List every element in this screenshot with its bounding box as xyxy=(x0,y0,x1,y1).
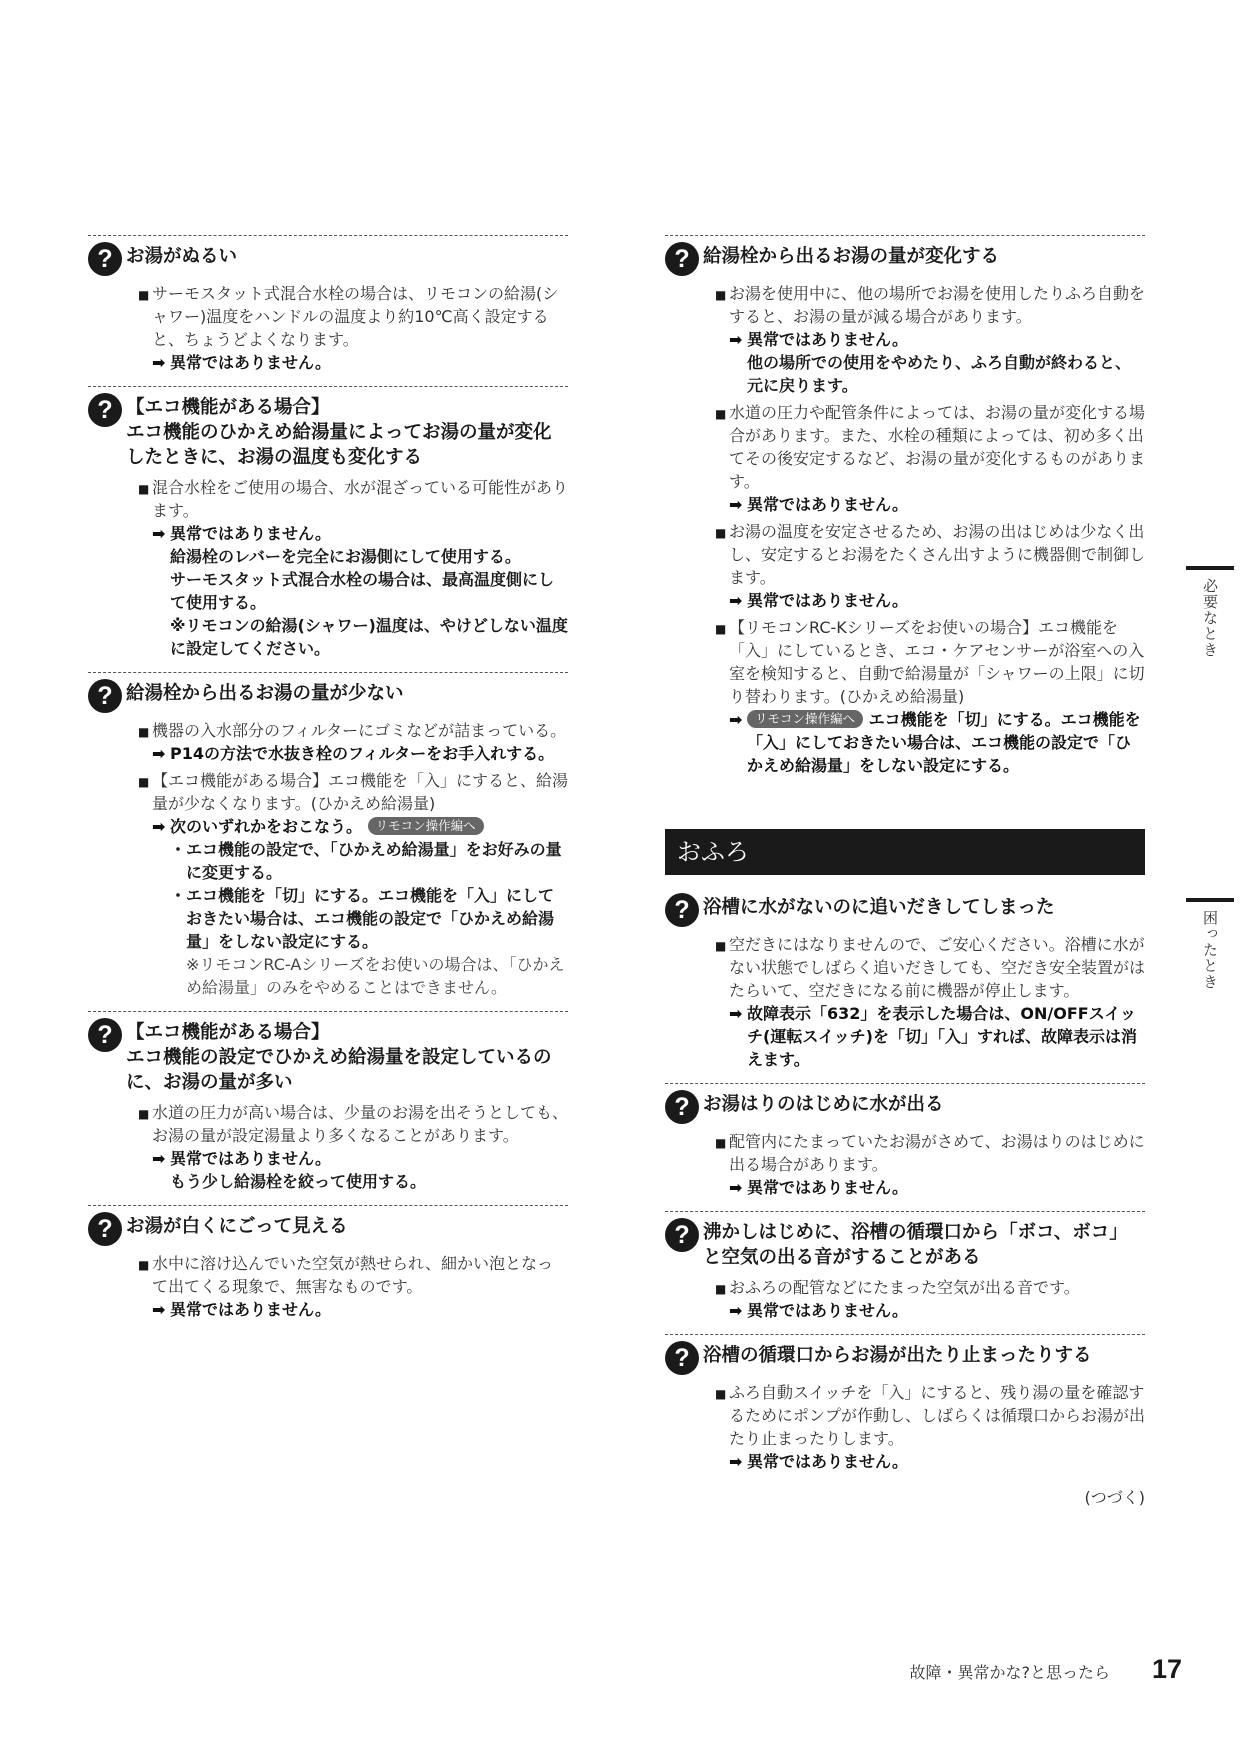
question-mark-icon: ? xyxy=(88,1018,122,1052)
remedy-line xyxy=(729,1176,1145,1199)
arrow-icon: ➡ xyxy=(152,353,166,372)
answer-item xyxy=(138,1101,568,1193)
arrow-icon: ➡ xyxy=(729,591,743,610)
answer-item xyxy=(715,520,1145,612)
bullet-icon: ■ xyxy=(715,288,727,302)
question-title-line: エコ機能のひかえめ給湯量によってお湯の量が変化したときに、お湯の温度も変化する xyxy=(126,422,552,468)
answer-item xyxy=(138,769,568,999)
question-title xyxy=(703,1220,1145,1270)
question-title-line: 沸かしはじめに、浴槽の循環口から「ボコ、ボコ」と空気の出る音がすることがある xyxy=(703,1222,1128,1268)
remedy-text: 異常ではありません。 xyxy=(747,330,908,349)
question-title-line: エコ機能の設定でひかえめ給湯量を設定しているのに、お湯の量が多い xyxy=(126,1047,552,1093)
question-mark-icon: ? xyxy=(665,1090,699,1124)
remedy-line xyxy=(729,589,1145,612)
question-header xyxy=(665,1220,1145,1270)
question-title xyxy=(126,244,237,269)
cause-text: 水中に溶け込んでいた空気が熱せられ、細かい泡となって出てくる現象で、無害なものです。 xyxy=(152,1254,553,1296)
side-tab-trouble[interactable] xyxy=(1178,898,1240,990)
faq-entry xyxy=(88,672,568,999)
arrow-icon: ➡ xyxy=(729,1178,743,1197)
answer-list xyxy=(138,476,568,660)
section-heading-ofuro: おふろ xyxy=(665,829,1145,875)
faq-entry xyxy=(88,386,568,660)
remedy-line xyxy=(152,1147,568,1170)
remedy-text: 異常ではありません。 xyxy=(170,524,331,543)
page-number: 17 xyxy=(1151,1654,1182,1684)
remedy-line xyxy=(152,351,568,374)
question-title-line: 【エコ機能がある場合】 xyxy=(126,397,330,418)
cause-text: 【エコ機能がある場合】エコ機能を「入」にすると、給湯量が少なくなります。(ひかえめ給湯量) xyxy=(152,771,569,813)
arrow-icon: ➡ xyxy=(729,1452,743,1471)
remedy-detail: 他の場所での使用をやめたり、ふろ自動が終わると、元に戻ります。 xyxy=(747,353,1132,395)
answer-list xyxy=(138,282,568,374)
answer-item xyxy=(715,1130,1145,1199)
remedy-text: 異常ではありません。 xyxy=(170,353,331,372)
question-mark-icon: ? xyxy=(665,893,699,927)
bullet-icon: ■ xyxy=(715,622,727,636)
question-title-line: 浴槽に水がないのに追いだきしてしまった xyxy=(703,897,1055,918)
remedy-text: 次のいずれかをおこなう。 xyxy=(170,817,363,836)
remedy-line xyxy=(729,708,1145,777)
remote-manual-link[interactable]: リモコン操作編へ xyxy=(368,817,484,835)
answer-list xyxy=(715,282,1145,777)
remedy-note: ※リモコンRC-Aシリーズをお使いの場合は、「ひかえめ給湯量」のみをやめることはできません。 xyxy=(186,955,565,997)
arrow-icon: ➡ xyxy=(729,710,743,729)
side-tab-label: 必要なとき xyxy=(1201,578,1219,658)
answer-item xyxy=(138,282,568,374)
answer-item xyxy=(715,933,1145,1071)
faq-entry xyxy=(88,1011,568,1193)
side-tab-label: 困ったとき xyxy=(1201,910,1219,990)
arrow-icon: ➡ xyxy=(152,524,166,543)
arrow-icon: ➡ xyxy=(152,817,166,836)
question-title xyxy=(703,1343,1092,1368)
answer-item xyxy=(138,1252,568,1321)
remote-manual-link[interactable]: リモコン操作編へ xyxy=(747,710,863,728)
bullet-icon: ■ xyxy=(138,1107,150,1121)
footer-title: 故障・異常かな?と思ったら xyxy=(909,1663,1110,1682)
right-column xyxy=(665,235,1145,1508)
question-title-line: 給湯栓から出るお湯の量が変化する xyxy=(703,246,1000,267)
left-column xyxy=(88,235,568,1333)
question-title xyxy=(703,1092,944,1117)
question-mark-icon: ? xyxy=(88,393,122,427)
faq-entry xyxy=(88,235,568,374)
question-mark-icon: ? xyxy=(88,679,122,713)
question-header xyxy=(88,1214,568,1246)
bullet-icon: ■ xyxy=(138,288,150,302)
remedy-line xyxy=(729,1002,1145,1071)
remedy-text: P14の方法で水抜き栓のフィルターをお手入れする。 xyxy=(170,744,555,763)
side-tab-necessary[interactable] xyxy=(1178,566,1240,658)
cause-text: 機器の入水部分のフィルターにゴミなどが詰まっている。 xyxy=(152,721,567,740)
cause-text: 空だきにはなりませんので、ご安心ください。浴槽に水がない状態でしばらく追いだきしても、空だき安全装置がはたらいて、空だきになる前に機器が停止します。 xyxy=(729,935,1146,1000)
question-title xyxy=(126,1214,348,1239)
answer-item xyxy=(715,1276,1145,1322)
arrow-icon: ➡ xyxy=(729,1004,743,1023)
answer-list xyxy=(138,719,568,999)
arrow-icon: ➡ xyxy=(152,1300,166,1319)
side-tab-bar xyxy=(1186,898,1234,902)
cause-text: 水道の圧力や配管条件によっては、お湯の量が変化する場合があります。また、水栓の種類によっては、初め多く出てその後安定するなど、お湯の量が変化するものがあります。 xyxy=(729,403,1146,491)
cause-text: 配管内にたまっていたお湯がさめて、お湯はりのはじめに出る場合があります。 xyxy=(729,1132,1145,1174)
arrow-icon: ➡ xyxy=(729,495,743,514)
remedy-line xyxy=(729,1299,1145,1322)
remedy-line xyxy=(152,1298,568,1321)
question-mark-icon: ? xyxy=(665,1341,699,1375)
question-header xyxy=(665,1343,1145,1375)
answer-list xyxy=(715,1381,1145,1473)
question-title xyxy=(703,895,1055,920)
question-title-line: お湯が白くにごって見える xyxy=(126,1216,348,1237)
question-title-line: 【エコ機能がある場合】 xyxy=(126,1022,330,1043)
side-tab-bar xyxy=(1186,566,1234,570)
cause-text: 混合水栓をご使用の場合、水が混ざっている可能性があります。 xyxy=(152,478,569,520)
bullet-icon: ■ xyxy=(715,1387,727,1401)
cause-text: 【リモコンRC-Kシリーズをお使いの場合】エコ機能を「入」にしているとき、エコ・ケアセンサーが浴室への入室を検知すると、自動で給湯量が「シャワーの上限」に切り替わります。(ひかえめ給湯量) xyxy=(729,618,1145,706)
arrow-icon: ➡ xyxy=(152,744,166,763)
bullet-icon: ■ xyxy=(138,725,150,739)
bullet-icon: ■ xyxy=(138,775,150,789)
question-mark-icon: ? xyxy=(88,1212,122,1246)
question-header xyxy=(665,244,1145,276)
remedy-line xyxy=(729,1450,1145,1473)
remedy-detail: サーモスタット式混合水栓の場合は、最高温度側にして使用する。 xyxy=(170,570,555,612)
cause-text: お湯を使用中に、他の場所でお湯を使用したりふろ自動をすると、お湯の量が減る場合があります。 xyxy=(729,284,1146,326)
answer-item xyxy=(715,401,1145,516)
answer-item xyxy=(138,476,568,660)
answer-item xyxy=(715,282,1145,397)
remedy-text: 異常ではありません。 xyxy=(747,1301,908,1320)
cause-text: 水道の圧力が高い場合は、少量のお湯を出そうとしても、お湯の量が設定湯量より多くなることがあります。 xyxy=(152,1103,569,1145)
remedy-line xyxy=(729,328,1145,351)
question-mark-icon: ? xyxy=(665,1218,699,1252)
continued-note: (つづく) xyxy=(1084,1488,1145,1507)
question-mark-icon: ? xyxy=(88,242,122,276)
remedy-detail: もう少し給湯栓を絞って使用する。 xyxy=(170,1172,427,1191)
remedy-text: 異常ではありません。 xyxy=(747,495,908,514)
bullet-icon: ■ xyxy=(715,1282,727,1296)
remedy-line xyxy=(729,493,1145,516)
question-header xyxy=(88,1020,568,1095)
faq-entry xyxy=(665,235,1145,777)
remedy-option: ・エコ機能の設定で、「ひかえめ給湯量」をお好みの量に変更する。 xyxy=(170,840,562,882)
cause-text: お湯の温度を安定させるため、お湯の出はじめは少なく出し、安定するとお湯をたくさん出すように機器側で制御します。 xyxy=(729,522,1146,587)
question-title-line: お湯はりのはじめに水が出る xyxy=(703,1094,944,1115)
remedy-text: 故障表示「632」を表示した場合は、ON/OFFスイッチ(運転スイッチ)を「切」「入」すれば、故障表示は消えます。 xyxy=(747,1004,1137,1069)
answer-list xyxy=(138,1101,568,1193)
question-mark-icon: ? xyxy=(665,242,699,276)
bullet-icon: ■ xyxy=(715,526,727,540)
faq-entry xyxy=(665,1083,1145,1199)
question-title xyxy=(703,244,999,269)
question-title-line: 浴槽の循環口からお湯が出たり止まったりする xyxy=(703,1345,1092,1366)
faq-entry xyxy=(665,1334,1145,1473)
faq-entry xyxy=(665,887,1145,1071)
bullet-icon: ■ xyxy=(138,482,150,496)
question-title xyxy=(126,395,568,470)
remedy-text: 異常ではありません。 xyxy=(170,1300,331,1319)
remedy-line xyxy=(152,522,568,545)
remedy-line xyxy=(152,815,568,838)
question-title-line: 給湯栓から出るお湯の量が少ない xyxy=(126,683,404,704)
arrow-icon: ➡ xyxy=(152,1149,166,1168)
page-footer xyxy=(0,1656,1240,1686)
question-header xyxy=(88,395,568,470)
arrow-icon: ➡ xyxy=(729,1301,743,1320)
answer-item xyxy=(715,616,1145,777)
arrow-icon: ➡ xyxy=(729,330,743,349)
bullet-icon: ■ xyxy=(715,1136,727,1150)
remedy-text: 異常ではありません。 xyxy=(747,1178,908,1197)
question-header xyxy=(88,244,568,276)
cause-text: サーモスタット式混合水栓の場合は、リモコンの給湯(シャワー)温度をハンドルの温度より約10℃高く設定すると、ちょうどよくなります。 xyxy=(152,284,559,349)
bullet-icon: ■ xyxy=(715,407,727,421)
remedy-text: エコ機能を「切」にする。エコ機能を「入」にしておきたい場合は、エコ機能の設定で「ひかえめ給湯量」をしない設定にする。 xyxy=(747,710,1141,775)
answer-list xyxy=(715,1130,1145,1199)
question-title-line: お湯がぬるい xyxy=(126,246,238,267)
faq-entry xyxy=(665,1211,1145,1322)
remedy-text: 異常ではありません。 xyxy=(747,591,908,610)
answer-list xyxy=(715,933,1145,1071)
question-header xyxy=(665,895,1145,927)
question-title xyxy=(126,1020,568,1095)
bullet-icon: ■ xyxy=(138,1258,150,1272)
remedy-text: 異常ではありません。 xyxy=(747,1452,908,1471)
answer-list xyxy=(715,1276,1145,1322)
remedy-text: 異常ではありません。 xyxy=(170,1149,331,1168)
question-header xyxy=(665,1092,1145,1124)
answer-item xyxy=(715,1381,1145,1473)
question-title xyxy=(126,681,404,706)
remedy-line xyxy=(152,742,568,765)
remedy-detail: 給湯栓のレバーを完全にお湯側にして使用する。 xyxy=(170,547,521,566)
answer-item xyxy=(138,719,568,765)
cause-text: おふろの配管などにたまった空気が出る音です。 xyxy=(729,1278,1080,1297)
faq-entry xyxy=(88,1205,568,1321)
cause-text: ふろ自動スイッチを「入」にすると、残り湯の量を確認するためにポンプが作動し、しばらくは循環口からお湯が出たり止まったりします。 xyxy=(729,1383,1146,1448)
question-header xyxy=(88,681,568,713)
bullet-icon: ■ xyxy=(715,939,727,953)
answer-list xyxy=(138,1252,568,1321)
remedy-option: ・エコ機能を「切」にする。エコ機能を「入」にしておきたい場合は、エコ機能の設定で「ひかえめ給湯量」をしない設定にする。 xyxy=(170,886,555,951)
remedy-detail: ※リモコンの給湯(シャワー)温度は、やけどしない温度に設定してください。 xyxy=(170,616,568,658)
